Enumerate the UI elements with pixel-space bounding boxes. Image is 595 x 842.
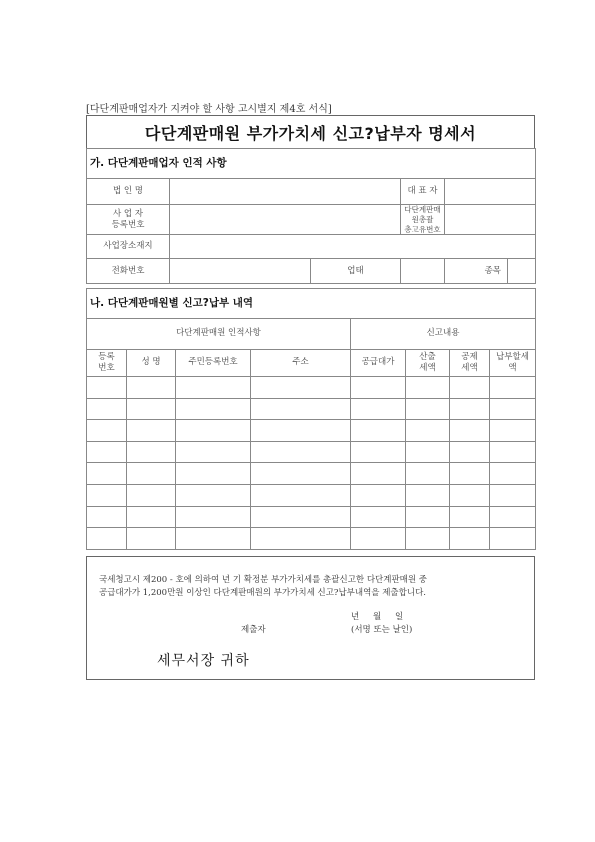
table-cell[interactable] — [127, 441, 176, 463]
table-cell[interactable] — [87, 528, 127, 550]
table-cell[interactable] — [251, 463, 351, 485]
table-cell[interactable] — [127, 420, 176, 442]
table-cell[interactable] — [406, 506, 450, 528]
col-output-tax-line1: 산출 — [419, 351, 436, 362]
table-cell[interactable] — [406, 463, 450, 485]
table-body — [87, 377, 536, 550]
table-cell[interactable] — [127, 398, 176, 420]
table-cell[interactable] — [490, 528, 536, 550]
table-cell[interactable] — [406, 420, 450, 442]
table-cell[interactable] — [450, 441, 490, 463]
corp-name-label: 법 인 명 — [87, 179, 170, 205]
section-a-heading: 가. 다단계판매업자 인적 사항 — [87, 149, 536, 179]
seller-id-label-line1: 다단계판매원총괄 — [404, 205, 441, 224]
table-cell[interactable] — [406, 377, 450, 399]
table-cell[interactable] — [490, 506, 536, 528]
seller-id-label-line2: 총고유번호 — [404, 224, 441, 234]
date-month: 월 — [373, 612, 382, 622]
col-name: 성 명 — [127, 350, 176, 377]
table-cell[interactable] — [490, 398, 536, 420]
biz-reg-label-line2: 등록번호 — [111, 219, 145, 230]
table-cell[interactable] — [87, 420, 127, 442]
table-row — [87, 441, 536, 463]
table-cell[interactable] — [450, 463, 490, 485]
table-cell[interactable] — [127, 528, 176, 550]
table-cell[interactable] — [176, 506, 251, 528]
col-deduction-line1: 공제 — [461, 351, 478, 362]
col-output-tax-line2: 세액 — [419, 363, 436, 373]
col-reg-no — [87, 350, 127, 377]
table-cell[interactable] — [351, 377, 406, 399]
table-cell[interactable] — [176, 420, 251, 442]
item-label: 종목 — [445, 259, 508, 284]
phone-label: 전화번호 — [87, 259, 170, 284]
group-personal-header: 다단계판매원 인적사항 — [87, 319, 351, 350]
seller-info-table — [86, 148, 536, 284]
col-reg-no-line2: 번호 — [98, 363, 115, 373]
table-cell[interactable] — [351, 441, 406, 463]
table-cell[interactable] — [351, 463, 406, 485]
table-cell[interactable] — [251, 441, 351, 463]
col-deduction-line2: 세액 — [461, 363, 478, 373]
table-cell[interactable] — [87, 377, 127, 399]
table-row — [87, 377, 536, 399]
biz-reg-label — [87, 205, 170, 235]
table-cell[interactable] — [87, 463, 127, 485]
submitter-label: 제출자 — [241, 625, 266, 635]
table-row — [87, 506, 536, 528]
form-caption: [다단계판매업자가 지켜야 할 사항 고시별지 제4호 서식] — [86, 104, 332, 115]
table-row — [87, 484, 536, 506]
section-b-heading: 나. 다단계판매원별 신고?납부 내역 — [87, 289, 536, 319]
seller-tax-table — [86, 288, 536, 550]
table-cell[interactable] — [490, 463, 536, 485]
addressee: 세무서장 귀하 — [157, 653, 250, 669]
table-cell[interactable] — [351, 398, 406, 420]
ceo-field[interactable] — [445, 179, 536, 205]
date-day: 일 — [395, 612, 404, 622]
table-cell[interactable] — [406, 398, 450, 420]
declaration-line2: 공급대가가 1,200만원 이상인 다단계판매원의 부가가치세 신고?납부내역을 제출합니다. — [99, 588, 426, 598]
table-cell[interactable] — [490, 484, 536, 506]
table-cell[interactable] — [176, 528, 251, 550]
group-report-header: 신고내용 — [351, 319, 536, 350]
table-cell[interactable] — [87, 441, 127, 463]
form-title: 다단계판매원 부가가치세 신고?납부자 명세서 — [144, 123, 477, 143]
biz-reg-field[interactable] — [170, 205, 401, 235]
table-cell[interactable] — [490, 441, 536, 463]
table-cell[interactable] — [450, 377, 490, 399]
col-resident-no: 주민등록번호 — [176, 350, 251, 377]
table-cell[interactable] — [351, 506, 406, 528]
table-cell[interactable] — [406, 528, 450, 550]
table-cell[interactable] — [251, 377, 351, 399]
table-cell[interactable] — [406, 441, 450, 463]
table-row — [87, 420, 536, 442]
col-payable-line2: 액 — [508, 363, 517, 373]
col-output-tax — [406, 350, 450, 377]
table-cell[interactable] — [87, 506, 127, 528]
table-cell[interactable] — [251, 420, 351, 442]
col-address: 주소 — [251, 350, 351, 377]
table-cell[interactable] — [450, 506, 490, 528]
corp-name-field[interactable] — [170, 179, 401, 205]
table-cell[interactable] — [490, 377, 536, 399]
table-cell[interactable] — [351, 420, 406, 442]
col-supply-value: 공급대가 — [351, 350, 406, 377]
declaration-line1: 국세청고시 제200 - 호에 의하여 년 기 확정분 부가가치세를 총괄신고한 다단계판매원 중 — [99, 575, 427, 585]
biz-reg-label-line1: 사 업 자 — [112, 208, 144, 219]
table-cell[interactable] — [127, 377, 176, 399]
table-cell[interactable] — [127, 463, 176, 485]
table-cell[interactable] — [490, 420, 536, 442]
signature-label: (서명 또는 날인) — [351, 625, 413, 635]
table-row — [87, 463, 536, 485]
declaration-box — [86, 556, 535, 680]
business-type-label: 업태 — [311, 259, 401, 284]
table-cell[interactable] — [127, 484, 176, 506]
table-cell[interactable] — [351, 484, 406, 506]
table-cell[interactable] — [176, 441, 251, 463]
table-cell[interactable] — [176, 463, 251, 485]
table-cell[interactable] — [176, 484, 251, 506]
table-cell[interactable] — [351, 528, 406, 550]
table-cell[interactable] — [87, 484, 127, 506]
table-row — [87, 398, 536, 420]
col-reg-no-line1: 등록 — [98, 351, 115, 362]
table-cell[interactable] — [450, 484, 490, 506]
table-cell[interactable] — [450, 528, 490, 550]
form-title-box — [86, 115, 535, 148]
table-cell[interactable] — [251, 484, 351, 506]
table-cell[interactable] — [176, 377, 251, 399]
table-cell[interactable] — [450, 398, 490, 420]
date-year: 년 — [351, 612, 360, 622]
seller-id-field[interactable] — [445, 205, 536, 235]
col-deduction — [450, 350, 490, 377]
table-cell[interactable] — [406, 484, 450, 506]
table-cell[interactable] — [450, 420, 490, 442]
table-cell[interactable] — [176, 398, 251, 420]
ceo-label: 대 표 자 — [401, 179, 445, 205]
table-cell[interactable] — [251, 398, 351, 420]
table-cell[interactable] — [127, 506, 176, 528]
address-label: 사업장소재지 — [87, 235, 170, 259]
business-type-field[interactable] — [401, 259, 445, 284]
table-row — [87, 528, 536, 550]
seller-id-label — [401, 205, 445, 235]
address-field[interactable] — [170, 235, 536, 259]
col-payable-line1: 납부할세 — [496, 351, 529, 362]
col-payable — [490, 350, 536, 377]
table-cell[interactable] — [251, 528, 351, 550]
phone-field[interactable] — [170, 259, 311, 284]
table-cell[interactable] — [251, 506, 351, 528]
table-cell[interactable] — [87, 398, 127, 420]
item-field[interactable] — [508, 259, 536, 284]
